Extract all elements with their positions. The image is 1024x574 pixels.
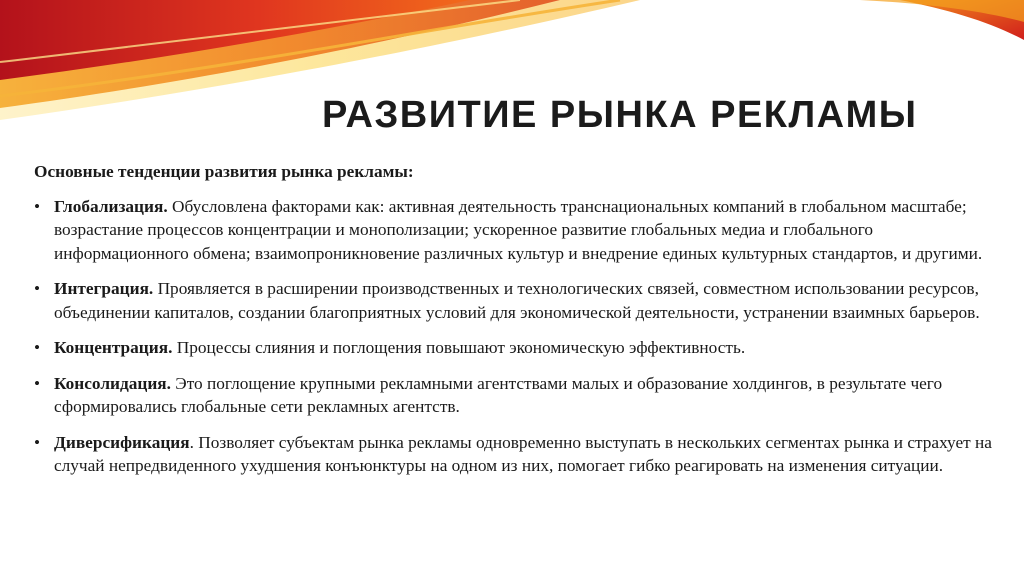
slide-body [34, 160, 994, 490]
trend-list [34, 195, 994, 478]
item-text: . Позволяет субъектам рынка рекламы одновременно выступать в нескольких сегментах рынка и страхует на случай непредвиденного ухудшения конъюнктуры на одном из них, помогает гибко реагировать на изменения ситуации. [54, 432, 992, 475]
slide-subtitle: Основные тенденции развития рынка рекламы: [34, 162, 414, 181]
list-item [34, 372, 994, 419]
item-text: Это поглощение крупными рекламными агентствами малых и образование холдингов, в результате чего сформировались глобальные сети рекламных агентств. [54, 373, 943, 416]
item-term: Глобализация. [54, 196, 168, 216]
item-text: Проявляется в расширении производственных и технологических связей, совместном использовании ресурсов, объединении капиталов, создании благоприятных условий для экономической деятельности, устранении взаимных барьеров. [54, 279, 980, 322]
list-item [34, 277, 994, 324]
list-item [34, 195, 994, 266]
item-text: Обусловлена факторами как: активная деятельность транснациональных компаний в глобальном масштабе; возрастание процессов концентрации и монополизации; ускоренное развитие глобальных медиа и глобального информационного обмена; взаимопроникновение различных культур и внедрение единых культурных стандартов, и другими. [54, 196, 983, 263]
list-item [34, 336, 994, 360]
item-term: Интеграция. [54, 279, 154, 298]
bullet-icon: • [34, 432, 41, 452]
list-item [34, 431, 994, 478]
bullet-icon: • [34, 279, 41, 298]
bullet-icon: • [34, 373, 41, 393]
item-text: Процессы слияния и поглощения повышают экономическую эффективность. [172, 338, 746, 357]
bullet-icon: • [34, 338, 41, 357]
item-term: Консолидация. [54, 373, 171, 393]
bullet-icon: • [34, 196, 41, 216]
item-term: Концентрация. [54, 338, 173, 357]
item-term: Диверсификация [54, 432, 190, 452]
slide-title: РАЗВИТИЕ РЫНКА РЕКЛАМЫ [322, 94, 918, 136]
